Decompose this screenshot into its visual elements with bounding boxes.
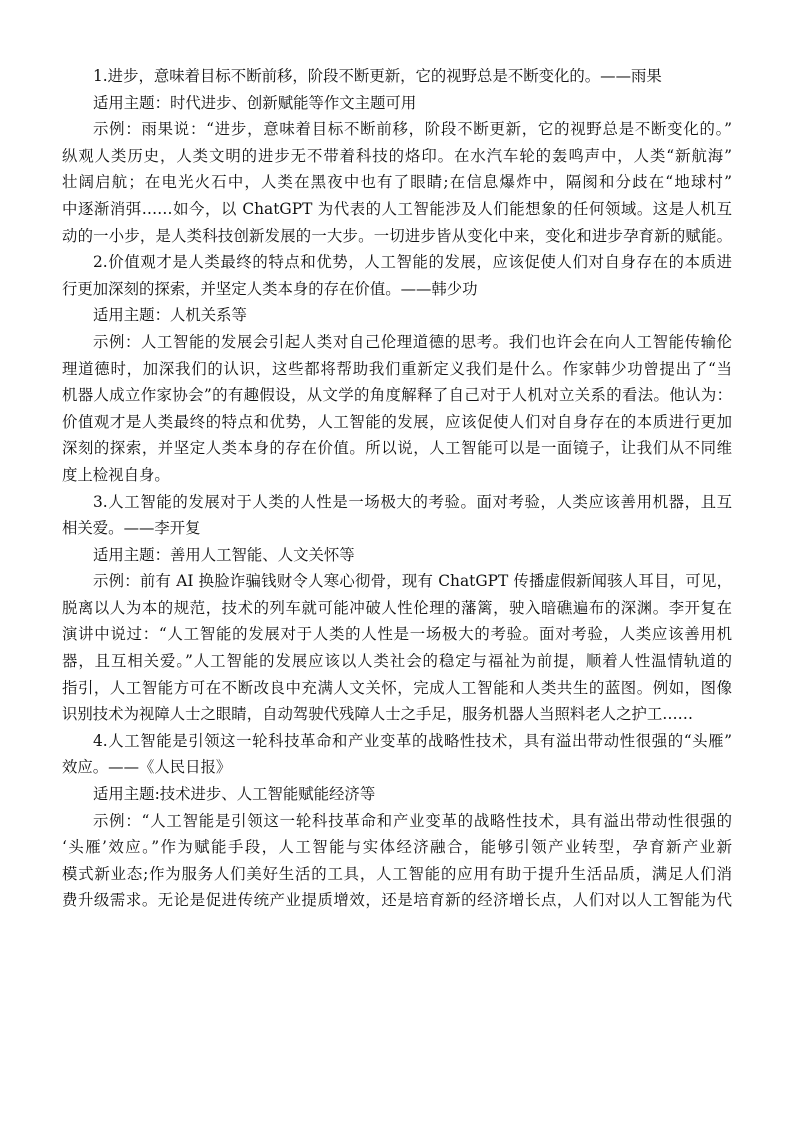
text-line: 3.人工智能的发展对于人类的人性是一场极大的考验。面对考验，人类应该善用机器，且互: [93, 492, 732, 511]
text-line: 识别技术为视障人士之眼睛，自动驾驶代残障人士之手足，服务机器人当照料老人之护工……: [62, 705, 694, 724]
text-line: 适用主题：善用人工智能、人文关怀等: [93, 545, 355, 564]
text-line: 壮阔启航；在电光火石中，人类在黑夜中也有了眼睛;在信息爆炸中，隔阂和分歧在“地球村”: [62, 173, 732, 192]
text-line: 示例：前有 AI 换脸诈骗钱财令人寒心彻骨，现有 ChatGPT 传播虚假新闻骇人耳目，可见，: [93, 572, 732, 591]
text-line: 适用主题：人机关系等: [93, 306, 247, 325]
text-line: ‘头雁’效应。”作为赋能手段，人工智能与实体经济融合，能够引领产业转型，孕育新产业新: [62, 838, 732, 857]
text-line: 行更加深刻的探索，并坚定人类本身的存在价值。——韩少功: [62, 279, 478, 298]
text-line: 1.进步，意味着目标不断前移，阶段不断更新，它的视野总是不断变化的。——雨果: [93, 67, 662, 85]
text-line: 费升级需求。无论是促进传统产业提质增效，还是培育新的经济增长点，人们对以人工智能为代: [62, 891, 732, 910]
text-line: 示例：人工智能的发展会引起人类对自己伦理道德的思考。我们也许会在向人工智能传输伦: [93, 332, 732, 351]
text-line: 动的一小步，是人类科技创新发展的一大步。一切进步皆从变化中来，变化和进步孕育新的赋能。: [62, 226, 732, 245]
text-line: 相关爱。——李开复: [62, 519, 201, 538]
text-line: 2.价值观才是人类最终的特点和优势，人工智能的发展，应该促使人们对自身存在的本质进: [93, 253, 732, 272]
text-line: 理道德时，加深我们的认识，这些都将帮助我们重新定义我们是什么。作家韩少功曾提出了“当: [62, 359, 732, 378]
text-line: 指引，人工智能方可在不断改良中充满人文关怀，完成人工智能和人类共生的蓝图。例如，图像: [62, 678, 732, 697]
text-line: 示例：雨果说：“进步，意味着目标不断前移，阶段不断更新，它的视野总是不断变化的。”: [93, 120, 732, 139]
text-line: 4.人工智能是引领这一轮科技革命和产业变革的战略性技术，具有溢出带动性很强的“头雁”: [93, 731, 732, 750]
text-line: 价值观才是人类最终的特点和优势，人工智能的发展，应该促使人们对自身存在的本质进行更加: [62, 412, 732, 431]
text-line: 中逐渐消弭……如今，以 ChatGPT 为代表的人工智能涉及人们能想象的任何领域。这是人机互: [62, 199, 732, 218]
text-line: 适用主题：时代进步、创新赋能等作文主题可用: [93, 93, 417, 112]
text-line: 效应。——《人民日报》: [62, 758, 232, 777]
text-line: 演讲中说过：“人工智能的发展对于人类的人性是一场极大的考验。面对考验，人类应该善用机: [62, 625, 732, 644]
text-line: 纵观人类历史，人类文明的进步无不带着科技的烙印。在水汽车轮的轰鸣声中，人类“新航海”: [62, 146, 732, 165]
text-line: 脱离以人为本的规范，技术的列车就可能冲破人性伦理的藩篱，驶入暗礁遍布的深渊。李开复在: [62, 598, 732, 617]
text-line: 示例：“人工智能是引领这一轮科技革命和产业变革的战略性技术，具有溢出带动性很强的: [93, 811, 732, 830]
text-line: 适用主题:技术进步、人工智能赋能经济等: [93, 785, 376, 804]
text-line: 器，且互相关爱。”人工智能的发展应该以人类社会的稳定与福祉为前提，顺着人性温情轨道的: [62, 652, 732, 671]
text-line: 度上检视自身。: [62, 465, 170, 484]
text-line: 机器人成立作家协会”的有趣假设，从文学的角度解释了自己对于人机对立关系的看法。他认为：: [62, 386, 732, 405]
text-line: 深刻的探索，并坚定人类本身的存在价值。所以说，人工智能可以是一面镜子，让我们从不同维: [62, 439, 732, 458]
text-line: 模式新业态;作为服务人们美好生活的工具，人工智能的应用有助于提升生活品质，满足人们消: [62, 864, 732, 883]
